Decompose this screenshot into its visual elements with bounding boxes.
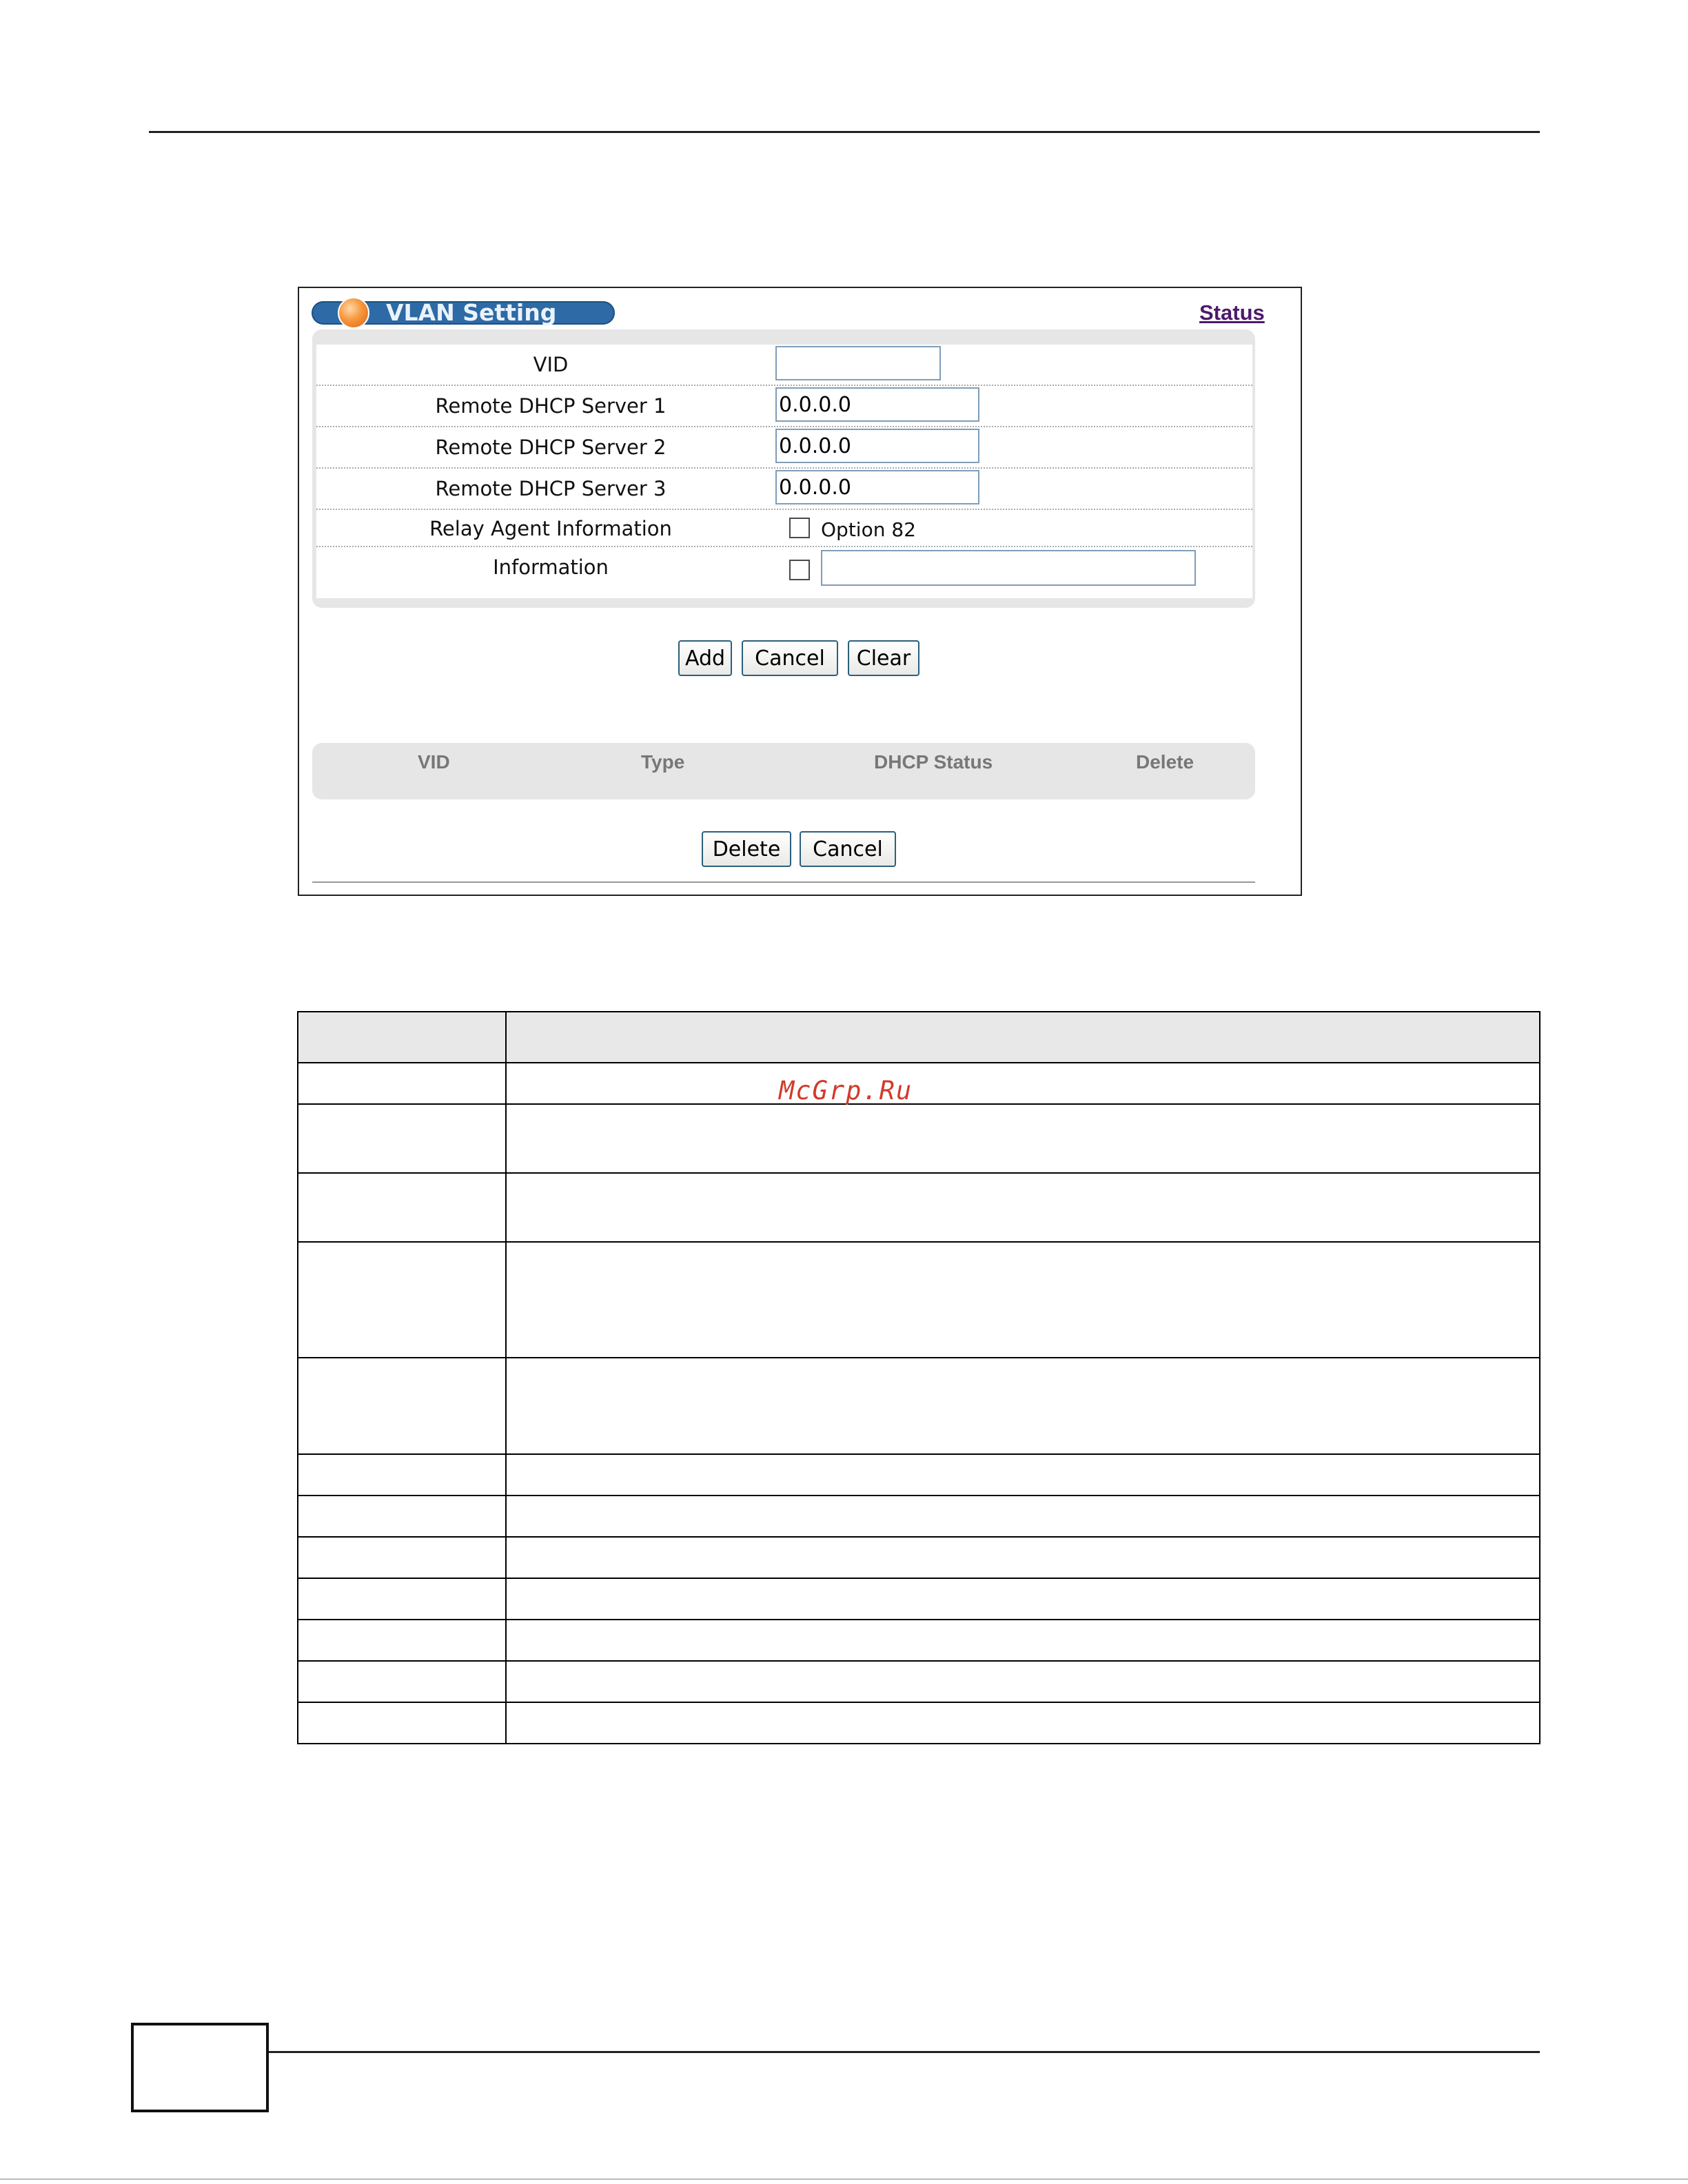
description-table xyxy=(297,1011,1540,1744)
information-row xyxy=(316,547,1252,589)
table-cell xyxy=(506,1173,1540,1242)
table-cell xyxy=(506,1242,1540,1358)
server2-input[interactable] xyxy=(775,429,979,463)
table-header-row xyxy=(298,1012,1540,1063)
page-number-box xyxy=(131,2023,269,2112)
table-cell xyxy=(298,1578,506,1620)
table-cell xyxy=(298,1496,506,1537)
table-row xyxy=(298,1496,1540,1537)
vlan-list-header xyxy=(312,743,1255,799)
table-cell xyxy=(298,1620,506,1661)
column-delete: Delete xyxy=(1136,751,1194,773)
server2-label: Remote DHCP Server 2 xyxy=(435,436,667,459)
footer-rule xyxy=(266,2051,1540,2053)
table-cell xyxy=(298,1661,506,1702)
server3-row xyxy=(316,469,1252,510)
panel-bottom-rule xyxy=(312,881,1255,883)
orange-orb-icon xyxy=(338,297,369,329)
table-cell xyxy=(506,1496,1540,1537)
panel-title: VLAN Setting xyxy=(386,299,557,326)
list-cancel-button[interactable]: Cancel xyxy=(800,831,896,867)
table-cell xyxy=(298,1702,506,1744)
server1-input[interactable] xyxy=(775,387,979,422)
table-cell xyxy=(506,1104,1540,1173)
table-row xyxy=(298,1358,1540,1454)
table-row xyxy=(298,1661,1540,1702)
server3-label: Remote DHCP Server 3 xyxy=(435,477,667,500)
information-input[interactable] xyxy=(821,550,1196,586)
table-cell xyxy=(298,1454,506,1496)
information-label: Information xyxy=(493,555,609,579)
server3-input[interactable] xyxy=(775,470,979,504)
table-cell xyxy=(506,1661,1540,1702)
add-button[interactable]: Add xyxy=(678,640,732,676)
table-row xyxy=(298,1537,1540,1578)
page-edge-rule xyxy=(0,2178,1688,2180)
server1-label: Remote DHCP Server 1 xyxy=(435,394,667,418)
table-cell xyxy=(506,1620,1540,1661)
table-row xyxy=(298,1173,1540,1242)
clear-button[interactable]: Clear xyxy=(848,640,919,676)
table-cell xyxy=(298,1063,506,1104)
table-row xyxy=(298,1578,1540,1620)
delete-button[interactable]: Delete xyxy=(702,831,791,867)
option82-label: Option 82 xyxy=(821,518,916,541)
header-cell xyxy=(298,1012,506,1063)
status-link[interactable]: Status xyxy=(1199,300,1265,325)
table-cell xyxy=(298,1173,506,1242)
server2-row xyxy=(316,427,1252,469)
server1-row xyxy=(316,386,1252,427)
watermark: McGrp.Ru xyxy=(779,1076,913,1105)
vid-row xyxy=(316,345,1252,386)
table-row xyxy=(298,1620,1540,1661)
table-cell xyxy=(298,1242,506,1358)
option82-checkbox[interactable] xyxy=(789,518,810,538)
table-cell xyxy=(298,1104,506,1173)
header-cell xyxy=(506,1012,1540,1063)
table-row xyxy=(298,1454,1540,1496)
table-row xyxy=(298,1063,1540,1104)
table-cell xyxy=(506,1578,1540,1620)
table-cell xyxy=(506,1537,1540,1578)
vid-input[interactable] xyxy=(775,346,941,380)
cancel-button[interactable]: Cancel xyxy=(742,640,838,676)
column-type: Type xyxy=(641,751,685,773)
settings-form xyxy=(316,345,1252,598)
table-cell xyxy=(506,1358,1540,1454)
table-row xyxy=(298,1242,1540,1358)
column-vid: VID xyxy=(418,751,450,773)
relay-row xyxy=(316,510,1252,547)
table-cell xyxy=(506,1063,1540,1104)
table-cell xyxy=(298,1358,506,1454)
header-rule xyxy=(149,131,1540,133)
information-checkbox[interactable] xyxy=(789,560,810,580)
vid-label: VID xyxy=(533,353,569,376)
table-cell xyxy=(506,1454,1540,1496)
table-cell xyxy=(298,1537,506,1578)
column-dhcp-status: DHCP Status xyxy=(874,751,993,773)
table-row xyxy=(298,1104,1540,1173)
relay-label: Relay Agent Information xyxy=(429,517,672,540)
table-row xyxy=(298,1702,1540,1744)
table-cell xyxy=(506,1702,1540,1744)
